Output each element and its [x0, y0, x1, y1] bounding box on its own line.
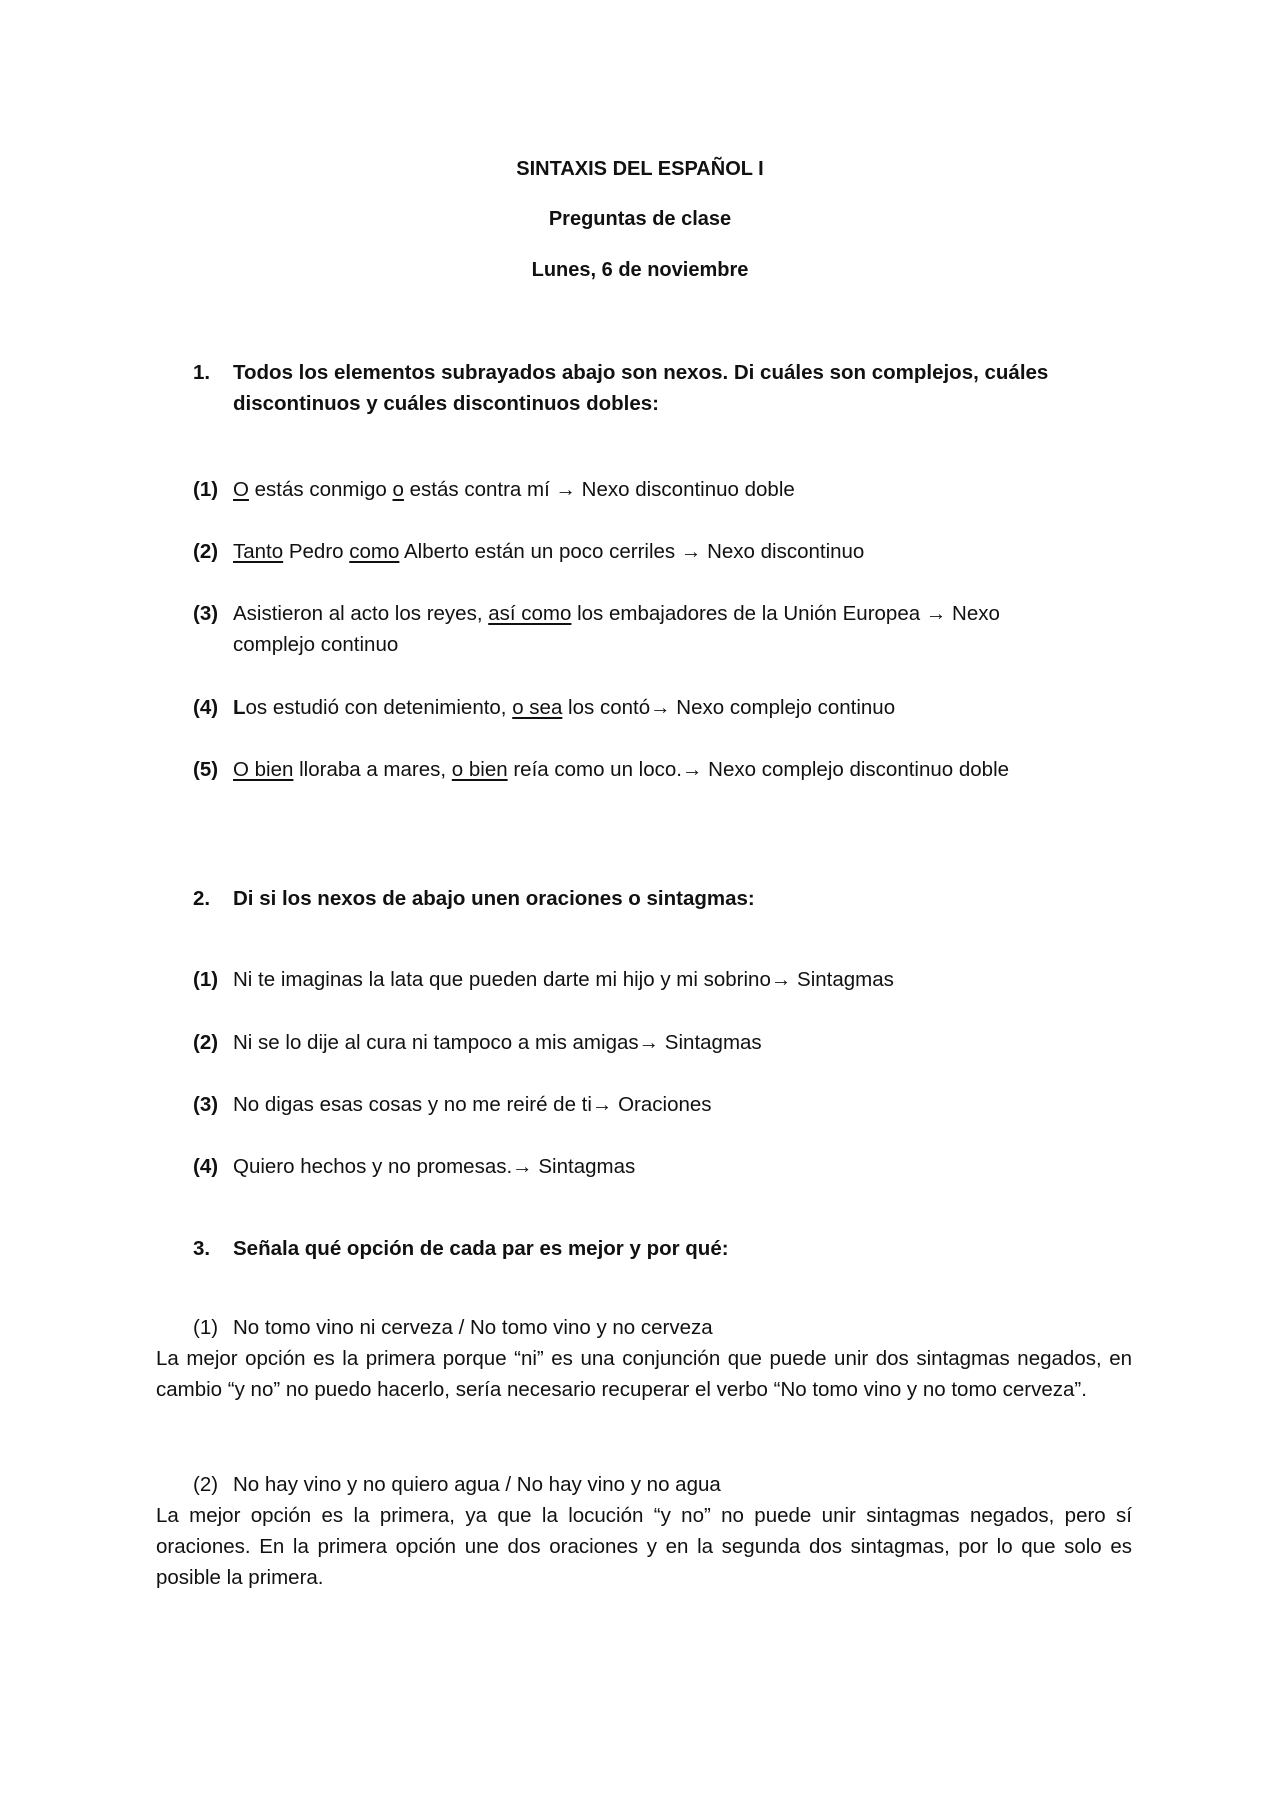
text-fragment: Asistieron al acto los reyes, — [233, 602, 489, 625]
underlined-nexus: Tanto — [233, 540, 284, 563]
document-subtitle: Preguntas de clase — [548, 208, 732, 230]
answer-paragraph: La mejor opción es la primera porque “ni” es una conjunción que puede unir dos sintagmas negados, en cambio “y no” no puedo hacerlo, sería necesario recuperar el verbo “No tomo vino y no tomo cerveza”. — [156, 1347, 1132, 1401]
text-fragment: os estudió con detenimiento, — [245, 696, 513, 719]
list-item — [193, 474, 1073, 505]
item-text: No tomo vino ni cerveza / No tomo vino y no cerveza — [233, 1316, 713, 1339]
document-title: SINTAXIS DEL ESPAÑOL I — [516, 158, 764, 180]
item-text — [233, 754, 1073, 785]
item-text: No digas esas cosas y no me reiré de ti→ Oraciones — [233, 1093, 712, 1116]
item-number: (1) — [193, 968, 219, 991]
list-item — [193, 754, 1073, 785]
list-item — [193, 1027, 1073, 1058]
underlined-nexus: así como — [488, 602, 572, 625]
list-item — [193, 1089, 1073, 1120]
underlined-nexus: como — [349, 540, 400, 563]
item-number: (5) — [193, 758, 219, 781]
underlined-nexus: O bien — [233, 758, 294, 781]
text-fragment: Pedro — [283, 540, 350, 563]
text-fragment: L — [233, 696, 246, 719]
text-fragment: los contó→ Nexo complejo continuo — [562, 696, 896, 719]
question-number: 1. — [193, 361, 211, 384]
item-text — [233, 692, 1073, 723]
text-fragment: estás contra mí → Nexo discontinuo doble — [403, 478, 795, 501]
list-item — [193, 964, 1073, 995]
question-2 — [193, 883, 1073, 914]
underlined-nexus: O — [233, 478, 249, 501]
question-text: Todos los elementos subrayados abajo son nexos. Di cuáles son complejos, cuáles discontinuos y cuáles discontinuos dobles: — [233, 361, 1049, 415]
item-number: (4) — [193, 696, 219, 719]
text-fragment: los embajadores de la Unión Europea → Nexo complejo continuo — [233, 602, 1000, 656]
underlined-nexus: o bien — [451, 758, 508, 781]
text-fragment: Alberto están un poco cerriles → Nexo discontinuo — [399, 540, 865, 563]
question-number: 2. — [193, 887, 211, 910]
item-text — [233, 598, 1073, 660]
item-number: (4) — [193, 1155, 219, 1178]
text-fragment: estás conmigo — [248, 478, 393, 501]
question-1 — [193, 357, 1073, 419]
item-number: (3) — [193, 1093, 219, 1116]
item-text — [233, 474, 1073, 505]
text-fragment: reía como un loco.→ Nexo complejo discontinuo doble — [507, 758, 1010, 781]
item-text — [233, 536, 1073, 567]
item-text: Ni se lo dije al cura ni tampoco a mis amigas→ Sintagmas — [233, 1031, 762, 1054]
item-text: Ni te imaginas la lata que pueden darte mi hijo y mi sobrino→ Sintagmas — [233, 968, 894, 991]
list-item — [193, 598, 1073, 660]
item-number: (1) — [193, 1316, 219, 1339]
question-text: Señala qué opción de cada par es mejor y por qué: — [233, 1237, 729, 1260]
underlined-nexus: o sea — [512, 696, 563, 719]
item-text: Quiero hechos y no promesas.→ Sintagmas — [233, 1155, 636, 1178]
item-number: (2) — [193, 1031, 219, 1054]
question-text: Di si los nexos de abajo unen oraciones o sintagmas: — [233, 887, 755, 910]
list-item — [193, 1151, 1073, 1182]
list-item — [193, 692, 1073, 723]
underlined-nexus: o — [392, 478, 404, 501]
item-text: No hay vino y no quiero agua / No hay vino y no agua — [233, 1473, 721, 1496]
item-number: (3) — [193, 602, 219, 625]
answer-paragraph: La mejor opción es la primera, ya que la locución “y no” no puede unir sintagmas negados, pero sí oraciones. En la primera opción une dos oraciones y en la segunda dos sintagmas, por lo que solo es posible la primera. — [156, 1504, 1132, 1589]
question-number: 3. — [193, 1237, 211, 1260]
list-item — [193, 1469, 1073, 1500]
document-date: Lunes, 6 de noviembre — [531, 259, 749, 281]
item-number: (2) — [193, 540, 219, 563]
item-number: (1) — [193, 478, 219, 501]
text-fragment: lloraba a mares, — [293, 758, 452, 781]
list-item — [193, 1312, 1073, 1343]
list-item — [193, 536, 1073, 567]
item-number: (2) — [193, 1473, 219, 1496]
question-3 — [193, 1233, 1073, 1264]
